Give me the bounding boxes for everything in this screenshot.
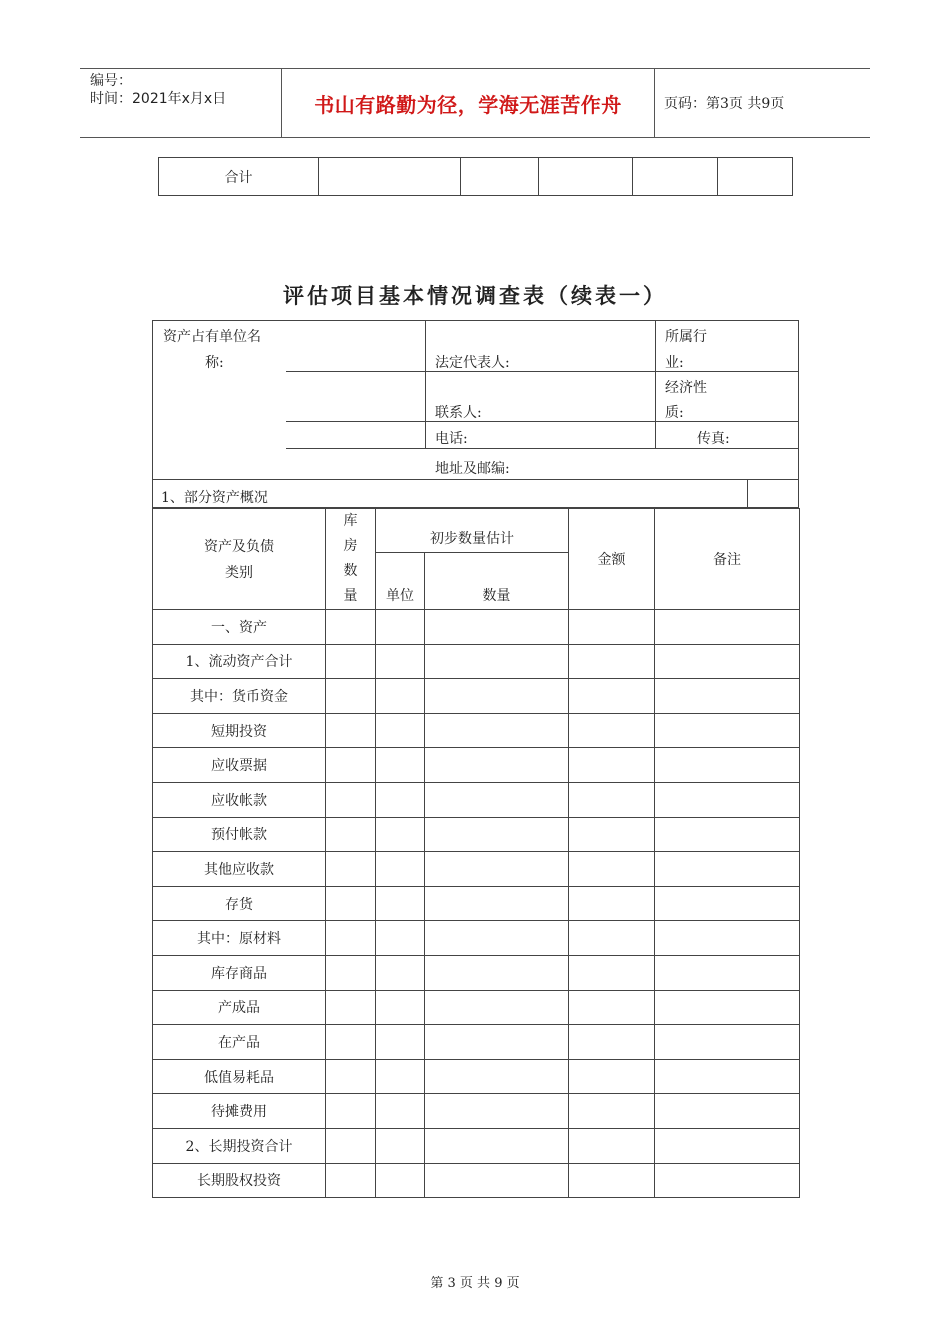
table-row (153, 610, 800, 645)
data-cell[interactable] (326, 644, 376, 679)
fax-label: 传真: (697, 431, 730, 447)
header-motto: 书山有路勤为径，学海无涯苦作舟 (282, 69, 655, 137)
data-cell[interactable] (326, 713, 376, 748)
table-row (153, 852, 800, 887)
table-row (153, 713, 800, 748)
table-row (153, 955, 800, 990)
header-page-label: 页码：第3页 共9页 (664, 96, 785, 112)
total-cell[interactable] (539, 158, 633, 196)
table-row (153, 817, 800, 852)
table-row (153, 1163, 800, 1198)
data-cell[interactable] (569, 1163, 655, 1198)
warehouse-char: 量 (343, 588, 358, 604)
data-cell[interactable] (376, 1128, 425, 1163)
data-cell[interactable] (655, 955, 800, 990)
data-cell[interactable] (376, 990, 425, 1025)
info-block (152, 320, 799, 508)
data-cell[interactable] (326, 610, 376, 645)
category-header-line: 资产及负债 (204, 539, 274, 555)
data-cell[interactable] (569, 713, 655, 748)
row-label: 2、长期投资合计 (153, 1128, 326, 1163)
data-cell[interactable] (569, 1128, 655, 1163)
amount-header: 金额 (569, 509, 655, 610)
table-row (153, 748, 800, 783)
warehouse-header (326, 509, 376, 610)
legal-rep-label: 法定代表人: (435, 355, 510, 371)
data-cell[interactable] (326, 1025, 376, 1060)
data-cell[interactable] (425, 1025, 569, 1060)
data-cell[interactable] (655, 1059, 800, 1094)
data-cell[interactable] (326, 817, 376, 852)
data-cell[interactable] (655, 1128, 800, 1163)
data-cell[interactable] (569, 679, 655, 714)
asset-table (152, 508, 800, 1198)
data-cell[interactable] (655, 852, 800, 887)
row-label: 存货 (153, 886, 326, 921)
table-row (153, 644, 800, 679)
data-cell[interactable] (655, 1163, 800, 1198)
data-cell[interactable] (376, 610, 425, 645)
data-cell[interactable] (425, 748, 569, 783)
data-cell[interactable] (655, 782, 800, 817)
category-header-line: 类别 (225, 565, 253, 581)
data-cell[interactable] (376, 1094, 425, 1129)
data-cell[interactable] (376, 886, 425, 921)
section-title: 1、部分资产概况 (161, 490, 268, 506)
data-cell[interactable] (326, 1128, 376, 1163)
owner-label-1: 资产占有单位名 (163, 329, 261, 345)
data-cell[interactable] (326, 1059, 376, 1094)
category-header (153, 509, 326, 610)
total-label: 合计 (159, 158, 319, 196)
table-row (153, 1025, 800, 1060)
data-cell[interactable] (326, 921, 376, 956)
data-cell[interactable] (569, 955, 655, 990)
data-cell[interactable] (425, 713, 569, 748)
row-label: 其中：货币资金 (153, 679, 326, 714)
row-label: 产成品 (153, 990, 326, 1025)
data-cell[interactable] (376, 955, 425, 990)
data-cell[interactable] (326, 852, 376, 887)
data-cell[interactable] (326, 955, 376, 990)
data-cell[interactable] (569, 990, 655, 1025)
data-cell[interactable] (376, 748, 425, 783)
row-label: 待摊费用 (153, 1094, 326, 1129)
data-cell[interactable] (425, 644, 569, 679)
data-cell[interactable] (326, 782, 376, 817)
warehouse-char: 库 (343, 513, 358, 529)
data-cell[interactable] (326, 1094, 376, 1129)
data-cell[interactable] (569, 782, 655, 817)
estimate-header: 初步数量估计 (376, 509, 569, 553)
table-row (153, 1059, 800, 1094)
data-cell[interactable] (326, 679, 376, 714)
warehouse-char: 数 (343, 563, 358, 579)
page-header (80, 68, 870, 138)
data-cell[interactable] (569, 748, 655, 783)
table-row (153, 921, 800, 956)
row-label: 其他应收款 (153, 852, 326, 887)
data-cell[interactable] (569, 852, 655, 887)
data-cell[interactable] (569, 817, 655, 852)
data-cell[interactable] (425, 852, 569, 887)
number-label: 编号： (90, 73, 132, 89)
total-cell[interactable] (718, 158, 793, 196)
table-row (153, 990, 800, 1025)
data-cell[interactable] (655, 1094, 800, 1129)
divider (655, 321, 656, 448)
warehouse-char: 房 (343, 538, 358, 554)
divider (747, 479, 748, 508)
form-title: 评估项目基本情况调查表（续表一） (283, 283, 667, 308)
data-cell[interactable] (569, 886, 655, 921)
divider (153, 479, 798, 480)
data-cell[interactable] (569, 1025, 655, 1060)
divider (286, 448, 798, 449)
econ-label-2: 质: (665, 405, 684, 421)
industry-label-1: 所属行 (665, 329, 707, 345)
data-cell[interactable] (655, 1025, 800, 1060)
data-cell[interactable] (425, 1163, 569, 1198)
data-cell[interactable] (376, 1025, 425, 1060)
owner-label-2: 称: (205, 355, 224, 371)
time-label: 时间：2021年x月x日 (90, 91, 227, 107)
total-cell[interactable] (461, 158, 539, 196)
data-cell[interactable] (376, 852, 425, 887)
quantity-header: 数量 (425, 553, 569, 610)
data-cell[interactable] (569, 1094, 655, 1129)
row-label: 预付帐款 (153, 817, 326, 852)
data-cell[interactable] (425, 990, 569, 1025)
data-cell[interactable] (425, 1128, 569, 1163)
header-meta (80, 69, 282, 137)
data-cell[interactable] (425, 1059, 569, 1094)
data-cell[interactable] (569, 1059, 655, 1094)
row-label: 库存商品 (153, 955, 326, 990)
row-label: 低值易耗品 (153, 1059, 326, 1094)
data-cell[interactable] (376, 679, 425, 714)
data-cell[interactable] (655, 748, 800, 783)
data-cell[interactable] (655, 817, 800, 852)
data-cell[interactable] (376, 1163, 425, 1198)
data-cell[interactable] (376, 644, 425, 679)
data-cell[interactable] (376, 782, 425, 817)
data-cell[interactable] (376, 817, 425, 852)
data-cell[interactable] (655, 679, 800, 714)
row-label: 一、资产 (153, 610, 326, 645)
data-cell[interactable] (655, 921, 800, 956)
divider (286, 371, 798, 372)
data-cell[interactable] (425, 921, 569, 956)
row-label: 1、流动资产合计 (153, 644, 326, 679)
row-label: 其中：原材料 (153, 921, 326, 956)
data-cell[interactable] (376, 713, 425, 748)
data-cell[interactable] (655, 886, 800, 921)
data-cell[interactable] (376, 1059, 425, 1094)
data-cell[interactable] (655, 610, 800, 645)
data-cell[interactable] (425, 1094, 569, 1129)
table-row (153, 782, 800, 817)
page-footer: 第 3 页 共 9 页 (430, 1276, 520, 1291)
remark-header: 备注 (655, 509, 800, 610)
data-cell[interactable] (376, 921, 425, 956)
table-row (153, 679, 800, 714)
econ-label-1: 经济性 (665, 380, 707, 396)
row-label: 在产品 (153, 1025, 326, 1060)
address-label: 地址及邮编: (435, 461, 510, 477)
data-cell[interactable] (569, 610, 655, 645)
data-cell[interactable] (425, 782, 569, 817)
industry-label-2: 业: (665, 355, 684, 371)
total-row-table (158, 157, 793, 196)
unit-header: 单位 (376, 553, 425, 610)
data-cell[interactable] (655, 713, 800, 748)
data-cell[interactable] (569, 644, 655, 679)
row-label: 长期股权投资 (153, 1163, 326, 1198)
total-cell[interactable] (633, 158, 718, 196)
table-row (153, 886, 800, 921)
data-cell[interactable] (326, 748, 376, 783)
data-cell[interactable] (425, 817, 569, 852)
total-cell[interactable] (319, 158, 461, 196)
data-cell[interactable] (425, 679, 569, 714)
phone-label: 电话: (435, 431, 468, 447)
row-label: 应收帐款 (153, 782, 326, 817)
data-cell[interactable] (326, 990, 376, 1025)
contact-label: 联系人: (435, 405, 482, 421)
table-row (153, 1094, 800, 1129)
data-cell[interactable] (655, 990, 800, 1025)
divider (425, 321, 426, 448)
data-cell[interactable] (425, 610, 569, 645)
table-row (153, 1128, 800, 1163)
data-cell[interactable] (425, 955, 569, 990)
data-cell[interactable] (425, 886, 569, 921)
row-label: 短期投资 (153, 713, 326, 748)
data-cell[interactable] (569, 921, 655, 956)
data-cell[interactable] (326, 886, 376, 921)
data-cell[interactable] (326, 1163, 376, 1198)
row-label: 应收票据 (153, 748, 326, 783)
divider (286, 421, 798, 422)
data-cell[interactable] (655, 644, 800, 679)
